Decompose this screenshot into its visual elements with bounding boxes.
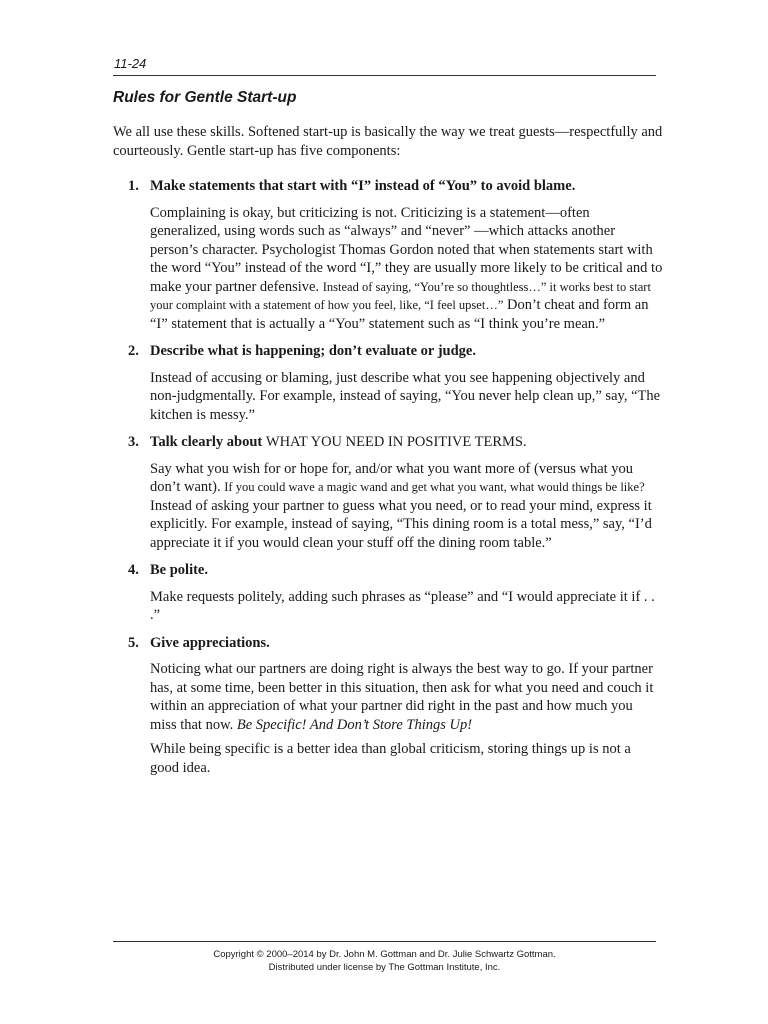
rule-body-small-text: Instead of saying, “You’re so thoughtless…” it works best to start your complaint with a statement of how you feel, like, “I feel upset…” bbox=[150, 279, 651, 312]
rule-heading: Make statements that start with “I” instead of “You” to avoid blame. bbox=[150, 178, 576, 194]
rule-body: Make requests politely, adding such phrases as “please” and “I would appreciate it if . . .” bbox=[150, 588, 655, 623]
rule-body-text: Complaining is okay, but criticizing is not. Criticizing is a statement—often generalized, using words such as “always” and “never” —which attacks another person’s character. Psychologist Thomas Gordon noted that when statements start with the word “You” instead of the word “I,” they are usually more likely to be critical and to make your partner defensive. bbox=[150, 204, 663, 295]
rule-item bbox=[113, 177, 663, 333]
rule-body bbox=[150, 460, 663, 553]
rule-body bbox=[150, 660, 663, 734]
rule-body-small-text: If you could wave a magic wand and get what you want, what would things be like? bbox=[224, 480, 645, 494]
rule-number: 4. bbox=[128, 562, 139, 578]
rule-item bbox=[113, 634, 663, 778]
copyright-line: Copyright © 2000–2014 by Dr. John M. Gottman and Dr. Julie Schwartz Gottman. bbox=[213, 949, 556, 960]
rule-number: 3. bbox=[128, 434, 139, 450]
rule-number: 1. bbox=[128, 178, 139, 194]
rule-heading: Describe what is happening; don’t evaluate or judge. bbox=[150, 343, 476, 359]
header-rule bbox=[113, 75, 656, 76]
intro-paragraph: We all use these skills. Softened start-up is basically the way we treat guests—respectfully and courteously. Gentle start-up has five components: bbox=[113, 124, 663, 159]
rule-heading-normal: WHAT YOU NEED IN POSITIVE TERMS. bbox=[265, 434, 527, 450]
rule-number: 5. bbox=[128, 634, 139, 651]
rule-body-text: Instead of asking your partner to guess what you need, or to read your mind, express it explicitly. For example, instead of saying, “This dining room is a total mess,” say, “I’d appreciate it if you would clean your stuff off the dining room table.” bbox=[150, 497, 652, 551]
section-title: Rules for Gentle Start-up bbox=[113, 89, 297, 106]
rule-item bbox=[113, 342, 663, 424]
license-line: Distributed under license by The Gottman Institute, Inc. bbox=[268, 962, 501, 973]
rule-heading: Be polite. bbox=[150, 562, 208, 578]
rule-item bbox=[113, 433, 663, 552]
rule-body-text: Say what you wish for or hope for, and/or what you want more of (versus what you don’t want). bbox=[150, 460, 634, 495]
rule-body bbox=[150, 204, 663, 334]
rule-heading: Give appreciations. bbox=[150, 634, 270, 651]
rule-heading bbox=[150, 433, 663, 452]
rule-item bbox=[113, 561, 663, 625]
rule-body: While being specific is a better idea than global criticism, storing things up is not a good idea. bbox=[150, 741, 631, 776]
rule-number: 2. bbox=[128, 343, 139, 359]
footer-rule bbox=[113, 941, 656, 942]
page-number: 11-24 bbox=[114, 56, 147, 71]
rule-body-text: Don’t cheat and form an “I” statement that is actually a “You” statement such as “I think you’re mean.” bbox=[150, 297, 649, 332]
rules-list bbox=[113, 177, 663, 786]
rule-heading-bold: Talk clearly about bbox=[150, 434, 266, 450]
rule-body: Instead of accusing or blaming, just describe what you see happening objectively and non-judgmentally. For example, instead of saying, “You never help clean up,” say, “The kitchen is messy.” bbox=[150, 369, 661, 423]
emphasis-text: Be Specific! And Don’t Store Things Up! bbox=[236, 716, 473, 733]
rule-body-text: Noticing what our partners are doing right is always the best way to go. If your partner has, at some time, been better in this situation, then ask for what you need and couch it within an appreciation of what your partner did right in the past and how much you miss that now. bbox=[150, 661, 654, 733]
footer bbox=[113, 948, 656, 974]
